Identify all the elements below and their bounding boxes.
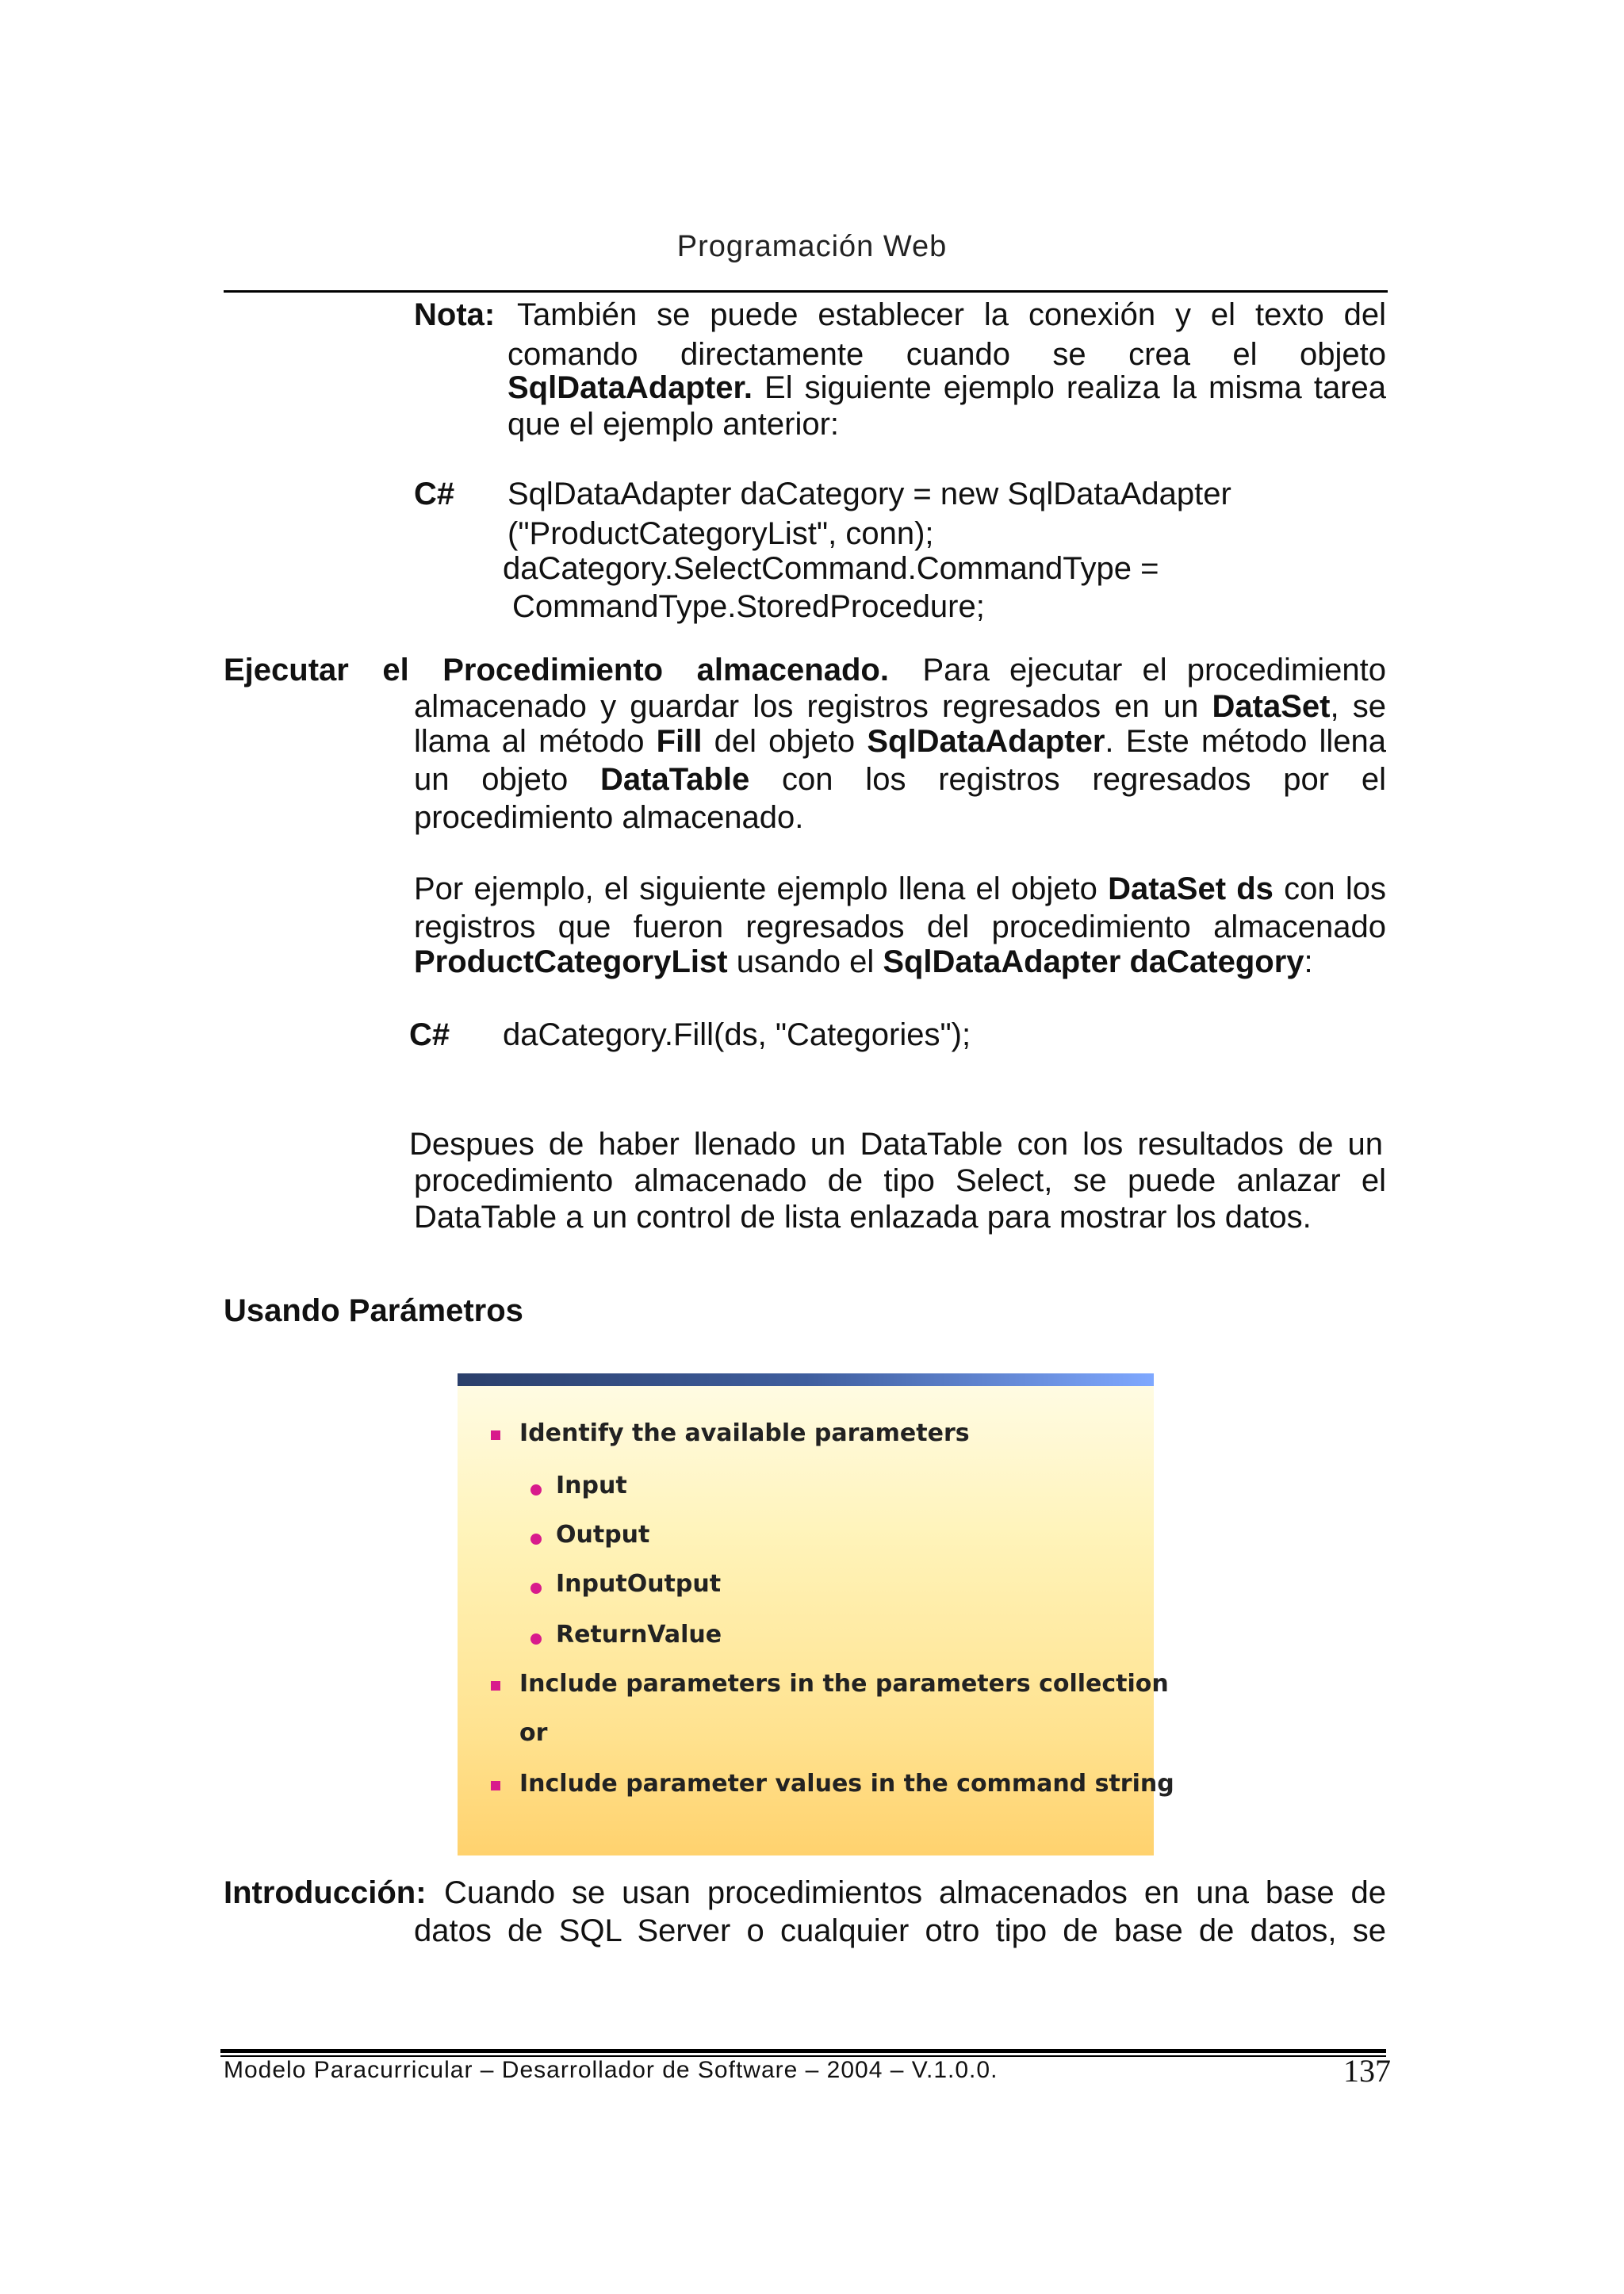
dot-bullet-icon <box>530 1633 542 1645</box>
section-title-usando-parametros: Usando Parámetros <box>224 1293 523 1328</box>
footer-text: Modelo Paracurricular – Desarrollador de Software – 2004 – V.1.0.0. <box>224 2057 998 2083</box>
ejecutar-heading-word-2: el <box>382 653 409 687</box>
slide-sub-returnvalue: ReturnValue <box>556 1621 722 1649</box>
square-bullet-icon <box>491 1430 500 1440</box>
ejecutar-line-1 <box>224 652 1386 689</box>
code2-line: daCategory.Fill(ds, "Categories"); <box>503 1017 971 1052</box>
page-number: 137 <box>1343 2053 1391 2089</box>
footer-rule-thick <box>220 2049 1386 2053</box>
nota-line-4: que el ejemplo anterior: <box>508 407 840 442</box>
despues-line-3: DataTable a un control de lista enlazada para mostrar los datos. <box>414 1200 1312 1235</box>
nota-sqldataadapter-term: SqlDataAdapter. <box>508 370 753 405</box>
slide-sub-output: Output <box>556 1521 650 1549</box>
dot-bullet-icon <box>530 1484 542 1496</box>
square-bullet-icon <box>491 1681 500 1691</box>
code1-line-2: ("ProductCategoryList", conn); <box>508 516 934 551</box>
intro-line-1: Cuando se usan procedimientos almacenados en una base de <box>444 1875 1386 1910</box>
ejecutar-line-1-rest: Para ejecutar el procedimiento <box>922 653 1386 687</box>
slide-sub-inputoutput: InputOutput <box>556 1570 722 1598</box>
slide-title-bar <box>458 1373 1154 1386</box>
ejecutar-sqldataadapter-term: SqlDataAdapter <box>867 724 1105 759</box>
slide-or-text: or <box>519 1719 548 1747</box>
ejecutar-line-4-c: con los registros regresados por el <box>749 762 1387 797</box>
intro-label: Introducción: <box>224 1875 427 1910</box>
ejecutar-line-2-a: almacenado y guardar los registros regresados en un <box>414 689 1212 724</box>
ejemplo-line-3-d: : <box>1304 944 1313 979</box>
page-header-title: Programación Web <box>676 230 948 263</box>
ejecutar-heading-word-3: Procedimiento <box>442 653 664 687</box>
slide-item-include-collection: Include parameters in the parameters collection <box>519 1670 1169 1698</box>
ejecutar-line-3 <box>414 723 1386 760</box>
ejemplo-sqldataadapter-dacategory-term: SqlDataAdapter daCategory <box>883 944 1304 979</box>
ejecutar-line-5: procedimiento almacenado. <box>414 800 804 835</box>
ejemplo-line-3 <box>414 944 1313 981</box>
ejemplo-line-2: registros que fueron regresados del procedimiento almacenado <box>414 910 1386 944</box>
code1-line-3: daCategory.SelectCommand.CommandType = <box>503 551 1159 586</box>
header-rule <box>224 290 1388 293</box>
code1-lang-label: C# <box>414 477 455 511</box>
nota-label: Nota: <box>414 297 496 332</box>
ejecutar-dataset-term: DataSet <box>1212 689 1331 724</box>
despues-line-1: Despues de haber llenado un DataTable con los resultados de un <box>409 1127 1383 1162</box>
ejemplo-line-1-a: Por ejemplo, el siguiente ejemplo llena el objeto <box>414 871 1109 906</box>
dot-bullet-icon <box>530 1534 542 1545</box>
code1-line-4: CommandType.StoredProcedure; <box>512 589 985 624</box>
ejecutar-line-3-e: . Este método llena <box>1105 724 1387 759</box>
ejecutar-line-2-c: , se <box>1330 689 1386 724</box>
nota-line-2: comando directamente cuando se crea el objeto <box>508 337 1386 372</box>
code1-line-1: SqlDataAdapter daCategory = new SqlDataAdapter <box>508 477 1231 511</box>
nota-line-3-rest: El siguiente ejemplo realiza la misma tarea <box>752 370 1386 405</box>
ejecutar-line-4-a: un objeto <box>414 762 601 797</box>
intro-line-2: datos de SQL Server o cualquier otro tipo de base de datos, se <box>414 1913 1386 1948</box>
nota-line-1: También se puede establecer la conexión y el texto del <box>517 297 1386 332</box>
ejemplo-productcategorylist-term: ProductCategoryList <box>414 944 728 979</box>
parameters-slide <box>458 1373 1174 1855</box>
ejecutar-line-3-c: del objeto <box>702 724 868 759</box>
slide-item-identify: Identify the available parameters <box>519 1419 970 1447</box>
ejecutar-fill-term: Fill <box>656 724 703 759</box>
ejecutar-datatable-term: DataTable <box>600 762 750 797</box>
ejemplo-line-3-b: usando el <box>727 944 883 979</box>
ejecutar-heading-word-1: Ejecutar <box>224 653 349 687</box>
ejecutar-line-3-a: llama al método <box>414 724 657 759</box>
square-bullet-icon <box>491 1781 500 1790</box>
dot-bullet-icon <box>530 1583 542 1594</box>
ejemplo-dataset-ds-term: DataSet ds <box>1108 871 1274 906</box>
slide-item-include-values: Include parameter values in the command string <box>519 1770 1174 1798</box>
despues-line-2: procedimiento almacenado de tipo Select, se puede anlazar el <box>414 1163 1386 1198</box>
ejemplo-line-1-c: con los <box>1273 871 1386 906</box>
ejecutar-heading-word-4: almacenado. <box>696 653 889 687</box>
nota-line-3 <box>508 370 1386 407</box>
code2-lang-label: C# <box>409 1017 450 1052</box>
ejecutar-line-4 <box>414 761 1386 798</box>
ejecutar-line-2 <box>414 688 1386 726</box>
slide-sub-input: Input <box>556 1472 627 1499</box>
ejemplo-line-1 <box>414 871 1386 908</box>
